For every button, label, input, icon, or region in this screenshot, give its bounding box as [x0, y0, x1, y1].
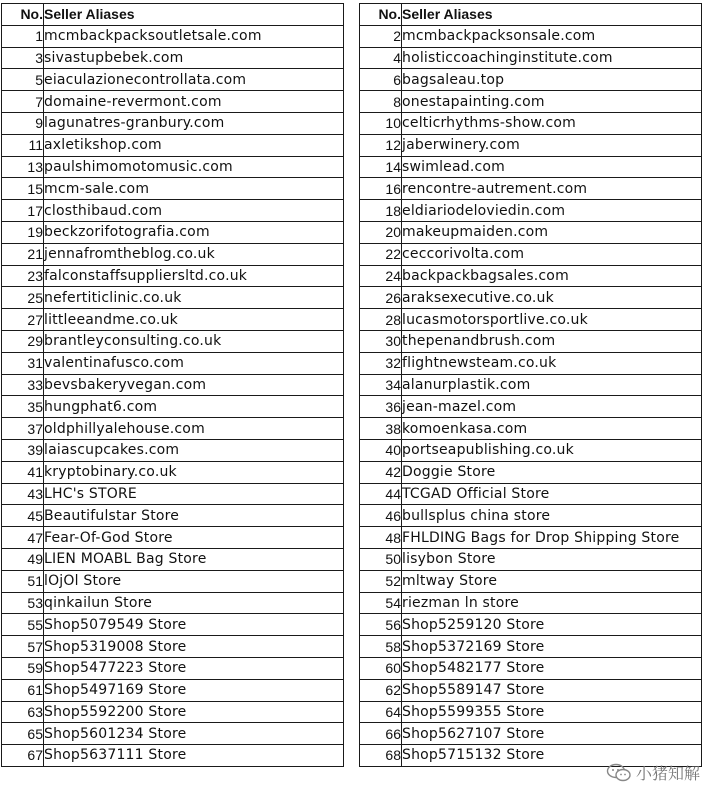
row-number: 45: [2, 505, 44, 527]
seller-alias: jean-mazel.com: [402, 396, 702, 418]
seller-alias: nefertiticlinic.co.uk: [44, 287, 344, 309]
seller-alias: lisybon Store: [402, 548, 702, 570]
seller-alias: Shop5079549 Store: [44, 614, 344, 636]
seller-alias: onestapainting.com: [402, 91, 702, 113]
seller-alias: jennafromtheblog.co.uk: [44, 243, 344, 265]
table-row: [360, 548, 702, 570]
row-number: 55: [2, 614, 44, 636]
table-row: [360, 309, 702, 331]
table-row: [2, 745, 344, 767]
row-number: 16: [360, 178, 402, 200]
seller-table-right: [359, 3, 702, 767]
row-number: 22: [360, 243, 402, 265]
seller-table-left: [1, 3, 344, 767]
table-row: [360, 47, 702, 69]
table-row: [2, 156, 344, 178]
table-row: [360, 505, 702, 527]
seller-alias: oldphillyalehouse.com: [44, 418, 344, 440]
row-number: 24: [360, 265, 402, 287]
seller-alias: eldiariodeloviedin.com: [402, 200, 702, 222]
row-number: 37: [2, 418, 44, 440]
table-row: [2, 636, 344, 658]
row-number: 57: [2, 636, 44, 658]
seller-alias: Shop5372169 Store: [402, 636, 702, 658]
seller-alias: eiaculazionecontrollata.com: [44, 69, 344, 91]
seller-alias: makeupmaiden.com: [402, 221, 702, 243]
table-row: [360, 592, 702, 614]
seller-alias: TCGAD Official Store: [402, 483, 702, 505]
row-number: 44: [360, 483, 402, 505]
row-number: 1: [2, 25, 44, 47]
row-number: 8: [360, 91, 402, 113]
row-number: 18: [360, 200, 402, 222]
table-row: [360, 461, 702, 483]
seller-alias: backpackbagsales.com: [402, 265, 702, 287]
row-number: 54: [360, 592, 402, 614]
table-row: [2, 243, 344, 265]
row-number: 52: [360, 570, 402, 592]
table-row: [360, 570, 702, 592]
seller-alias: axletikshop.com: [44, 134, 344, 156]
seller-alias: Shop5319008 Store: [44, 636, 344, 658]
table-row: [2, 505, 344, 527]
table-row: [2, 69, 344, 91]
table-header-row: [2, 4, 344, 26]
seller-alias: domaine-revermont.com: [44, 91, 344, 113]
seller-alias: Beautifulstar Store: [44, 505, 344, 527]
row-number: 28: [360, 309, 402, 331]
table-row: [360, 221, 702, 243]
row-number: 41: [2, 461, 44, 483]
table-row: [360, 352, 702, 374]
seller-alias: beckzorifotografia.com: [44, 221, 344, 243]
row-number: 50: [360, 548, 402, 570]
row-number: 14: [360, 156, 402, 178]
table-row: [360, 134, 702, 156]
row-number: 23: [2, 265, 44, 287]
row-number: 20: [360, 221, 402, 243]
seller-alias: alanurplastik.com: [402, 374, 702, 396]
table-row: [360, 243, 702, 265]
table-row: [2, 439, 344, 461]
table-row: [360, 614, 702, 636]
table-row: [2, 178, 344, 200]
table-row: [2, 657, 344, 679]
row-number: 6: [360, 69, 402, 91]
seller-alias: swimlead.com: [402, 156, 702, 178]
seller-alias: Shop5589147 Store: [402, 679, 702, 701]
row-number: 13: [2, 156, 44, 178]
table-row: [2, 527, 344, 549]
table-row: [2, 592, 344, 614]
row-number: 48: [360, 527, 402, 549]
seller-alias: flightnewsteam.co.uk: [402, 352, 702, 374]
seller-alias: Doggie Store: [402, 461, 702, 483]
seller-alias: holisticcoachinginstitute.com: [402, 47, 702, 69]
column-header-seller-aliases: Seller Aliases: [44, 4, 344, 26]
table-row: [2, 47, 344, 69]
table-row: [360, 69, 702, 91]
table-row: [2, 723, 344, 745]
seller-alias: Fear-Of-God Store: [44, 527, 344, 549]
row-number: 68: [360, 745, 402, 767]
row-number: 19: [2, 221, 44, 243]
row-number: 49: [2, 548, 44, 570]
row-number: 39: [2, 439, 44, 461]
seller-alias: kryptobinary.co.uk: [44, 461, 344, 483]
table-row: [2, 614, 344, 636]
row-number: 5: [2, 69, 44, 91]
row-number: 32: [360, 352, 402, 374]
seller-alias: ceccorivolta.com: [402, 243, 702, 265]
table-row: [2, 25, 344, 47]
seller-alias: closthibaud.com: [44, 200, 344, 222]
seller-alias: FHLDING Bags for Drop Shipping Store: [402, 527, 702, 549]
table-row: [2, 679, 344, 701]
row-number: 60: [360, 657, 402, 679]
seller-alias: araksexecutive.co.uk: [402, 287, 702, 309]
table-row: [360, 701, 702, 723]
seller-alias: Shop5259120 Store: [402, 614, 702, 636]
table-row: [360, 374, 702, 396]
row-number: 61: [2, 679, 44, 701]
table-row: [2, 221, 344, 243]
table-row: [360, 418, 702, 440]
row-number: 21: [2, 243, 44, 265]
seller-alias: mcmbackpacksonsale.com: [402, 25, 702, 47]
row-number: 31: [2, 352, 44, 374]
seller-alias: Shop5592200 Store: [44, 701, 344, 723]
row-number: 25: [2, 287, 44, 309]
row-number: 7: [2, 91, 44, 113]
table-row: [2, 200, 344, 222]
table-row: [360, 200, 702, 222]
table-row: [2, 374, 344, 396]
table-row: [2, 396, 344, 418]
row-number: 3: [2, 47, 44, 69]
table-row: [360, 25, 702, 47]
table-row: [360, 483, 702, 505]
table-row: [360, 723, 702, 745]
seller-alias: LIEN MOABL Bag Store: [44, 548, 344, 570]
seller-alias: Shop5637111 Store: [44, 745, 344, 767]
table-header-row: [360, 4, 702, 26]
seller-alias: Shop5477223 Store: [44, 657, 344, 679]
seller-alias: Shop5601234 Store: [44, 723, 344, 745]
row-number: 43: [2, 483, 44, 505]
table-row: [360, 527, 702, 549]
table-row: [360, 396, 702, 418]
table-row: [360, 91, 702, 113]
row-number: 38: [360, 418, 402, 440]
seller-alias: brantleyconsulting.co.uk: [44, 330, 344, 352]
row-number: 53: [2, 592, 44, 614]
seller-alias: littleeandme.co.uk: [44, 309, 344, 331]
seller-alias: Shop5715132 Store: [402, 745, 702, 767]
table-row: [360, 636, 702, 658]
table-row: [2, 570, 344, 592]
row-number: 11: [2, 134, 44, 156]
row-number: 36: [360, 396, 402, 418]
row-number: 40: [360, 439, 402, 461]
row-number: 67: [2, 745, 44, 767]
row-number: 35: [2, 396, 44, 418]
table-row: [360, 265, 702, 287]
seller-alias: lucasmotorsportlive.co.uk: [402, 309, 702, 331]
row-number: 64: [360, 701, 402, 723]
table-row: [2, 701, 344, 723]
table-row: [360, 287, 702, 309]
row-number: 33: [2, 374, 44, 396]
table-row: [360, 657, 702, 679]
seller-alias: bagsaleau.top: [402, 69, 702, 91]
watermark: [606, 761, 700, 784]
row-number: 26: [360, 287, 402, 309]
row-number: 30: [360, 330, 402, 352]
table-row: [2, 330, 344, 352]
row-number: 29: [2, 330, 44, 352]
table-row: [360, 679, 702, 701]
seller-alias: Shop5627107 Store: [402, 723, 702, 745]
row-number: 63: [2, 701, 44, 723]
seller-alias: paulshimomotomusic.com: [44, 156, 344, 178]
seller-alias: thepenandbrush.com: [402, 330, 702, 352]
seller-alias: falconstaffsuppliersltd.co.uk: [44, 265, 344, 287]
seller-alias: Shop5497169 Store: [44, 679, 344, 701]
seller-alias: komoenkasa.com: [402, 418, 702, 440]
table-row: [360, 156, 702, 178]
table-row: [2, 309, 344, 331]
seller-alias: mcm-sale.com: [44, 178, 344, 200]
row-number: 51: [2, 570, 44, 592]
table-row: [2, 265, 344, 287]
row-number: 56: [360, 614, 402, 636]
seller-alias: qinkailun Store: [44, 592, 344, 614]
row-number: 47: [2, 527, 44, 549]
column-header-no: No.: [360, 4, 402, 26]
table-row: [360, 112, 702, 134]
table-row: [2, 483, 344, 505]
row-number: 2: [360, 25, 402, 47]
row-number: 15: [2, 178, 44, 200]
table-row: [2, 287, 344, 309]
column-header-no: No.: [2, 4, 44, 26]
seller-alias: lagunatres-granbury.com: [44, 112, 344, 134]
seller-alias: portseapublishing.co.uk: [402, 439, 702, 461]
table-row: [360, 178, 702, 200]
row-number: 65: [2, 723, 44, 745]
row-number: 17: [2, 200, 44, 222]
seller-alias: LHC's STORE: [44, 483, 344, 505]
table-row: [2, 461, 344, 483]
row-number: 46: [360, 505, 402, 527]
row-number: 27: [2, 309, 44, 331]
seller-alias: celticrhythms-show.com: [402, 112, 702, 134]
row-number: 9: [2, 112, 44, 134]
row-number: 66: [360, 723, 402, 745]
seller-alias: valentinafusco.com: [44, 352, 344, 374]
row-number: 62: [360, 679, 402, 701]
table-row: [2, 112, 344, 134]
watermark-text: 小猪知解: [635, 764, 700, 783]
seller-alias: bevsbakeryvegan.com: [44, 374, 344, 396]
row-number: 42: [360, 461, 402, 483]
seller-alias: rencontre-autrement.com: [402, 178, 702, 200]
seller-alias: mltway Store: [402, 570, 702, 592]
seller-alias: lOjOl Store: [44, 570, 344, 592]
wechat-icon: [606, 763, 632, 783]
table-row: [360, 330, 702, 352]
table-row: [2, 352, 344, 374]
table-row: [360, 439, 702, 461]
seller-alias: bullsplus china store: [402, 505, 702, 527]
seller-alias: mcmbackpacksoutletsale.com: [44, 25, 344, 47]
row-number: 10: [360, 112, 402, 134]
seller-alias: Shop5599355 Store: [402, 701, 702, 723]
table-row: [2, 418, 344, 440]
seller-alias: Shop5482177 Store: [402, 657, 702, 679]
seller-alias: laiascupcakes.com: [44, 439, 344, 461]
row-number: 58: [360, 636, 402, 658]
seller-alias: riezman ln store: [402, 592, 702, 614]
row-number: 34: [360, 374, 402, 396]
seller-alias: jaberwinery.com: [402, 134, 702, 156]
seller-alias: hungphat6.com: [44, 396, 344, 418]
row-number: 12: [360, 134, 402, 156]
table-row: [2, 91, 344, 113]
table-row: [2, 548, 344, 570]
table-row: [2, 134, 344, 156]
row-number: 59: [2, 657, 44, 679]
row-number: 4: [360, 47, 402, 69]
seller-alias: sivastupbebek.com: [44, 47, 344, 69]
column-header-seller-aliases: Seller Aliases: [402, 4, 702, 26]
